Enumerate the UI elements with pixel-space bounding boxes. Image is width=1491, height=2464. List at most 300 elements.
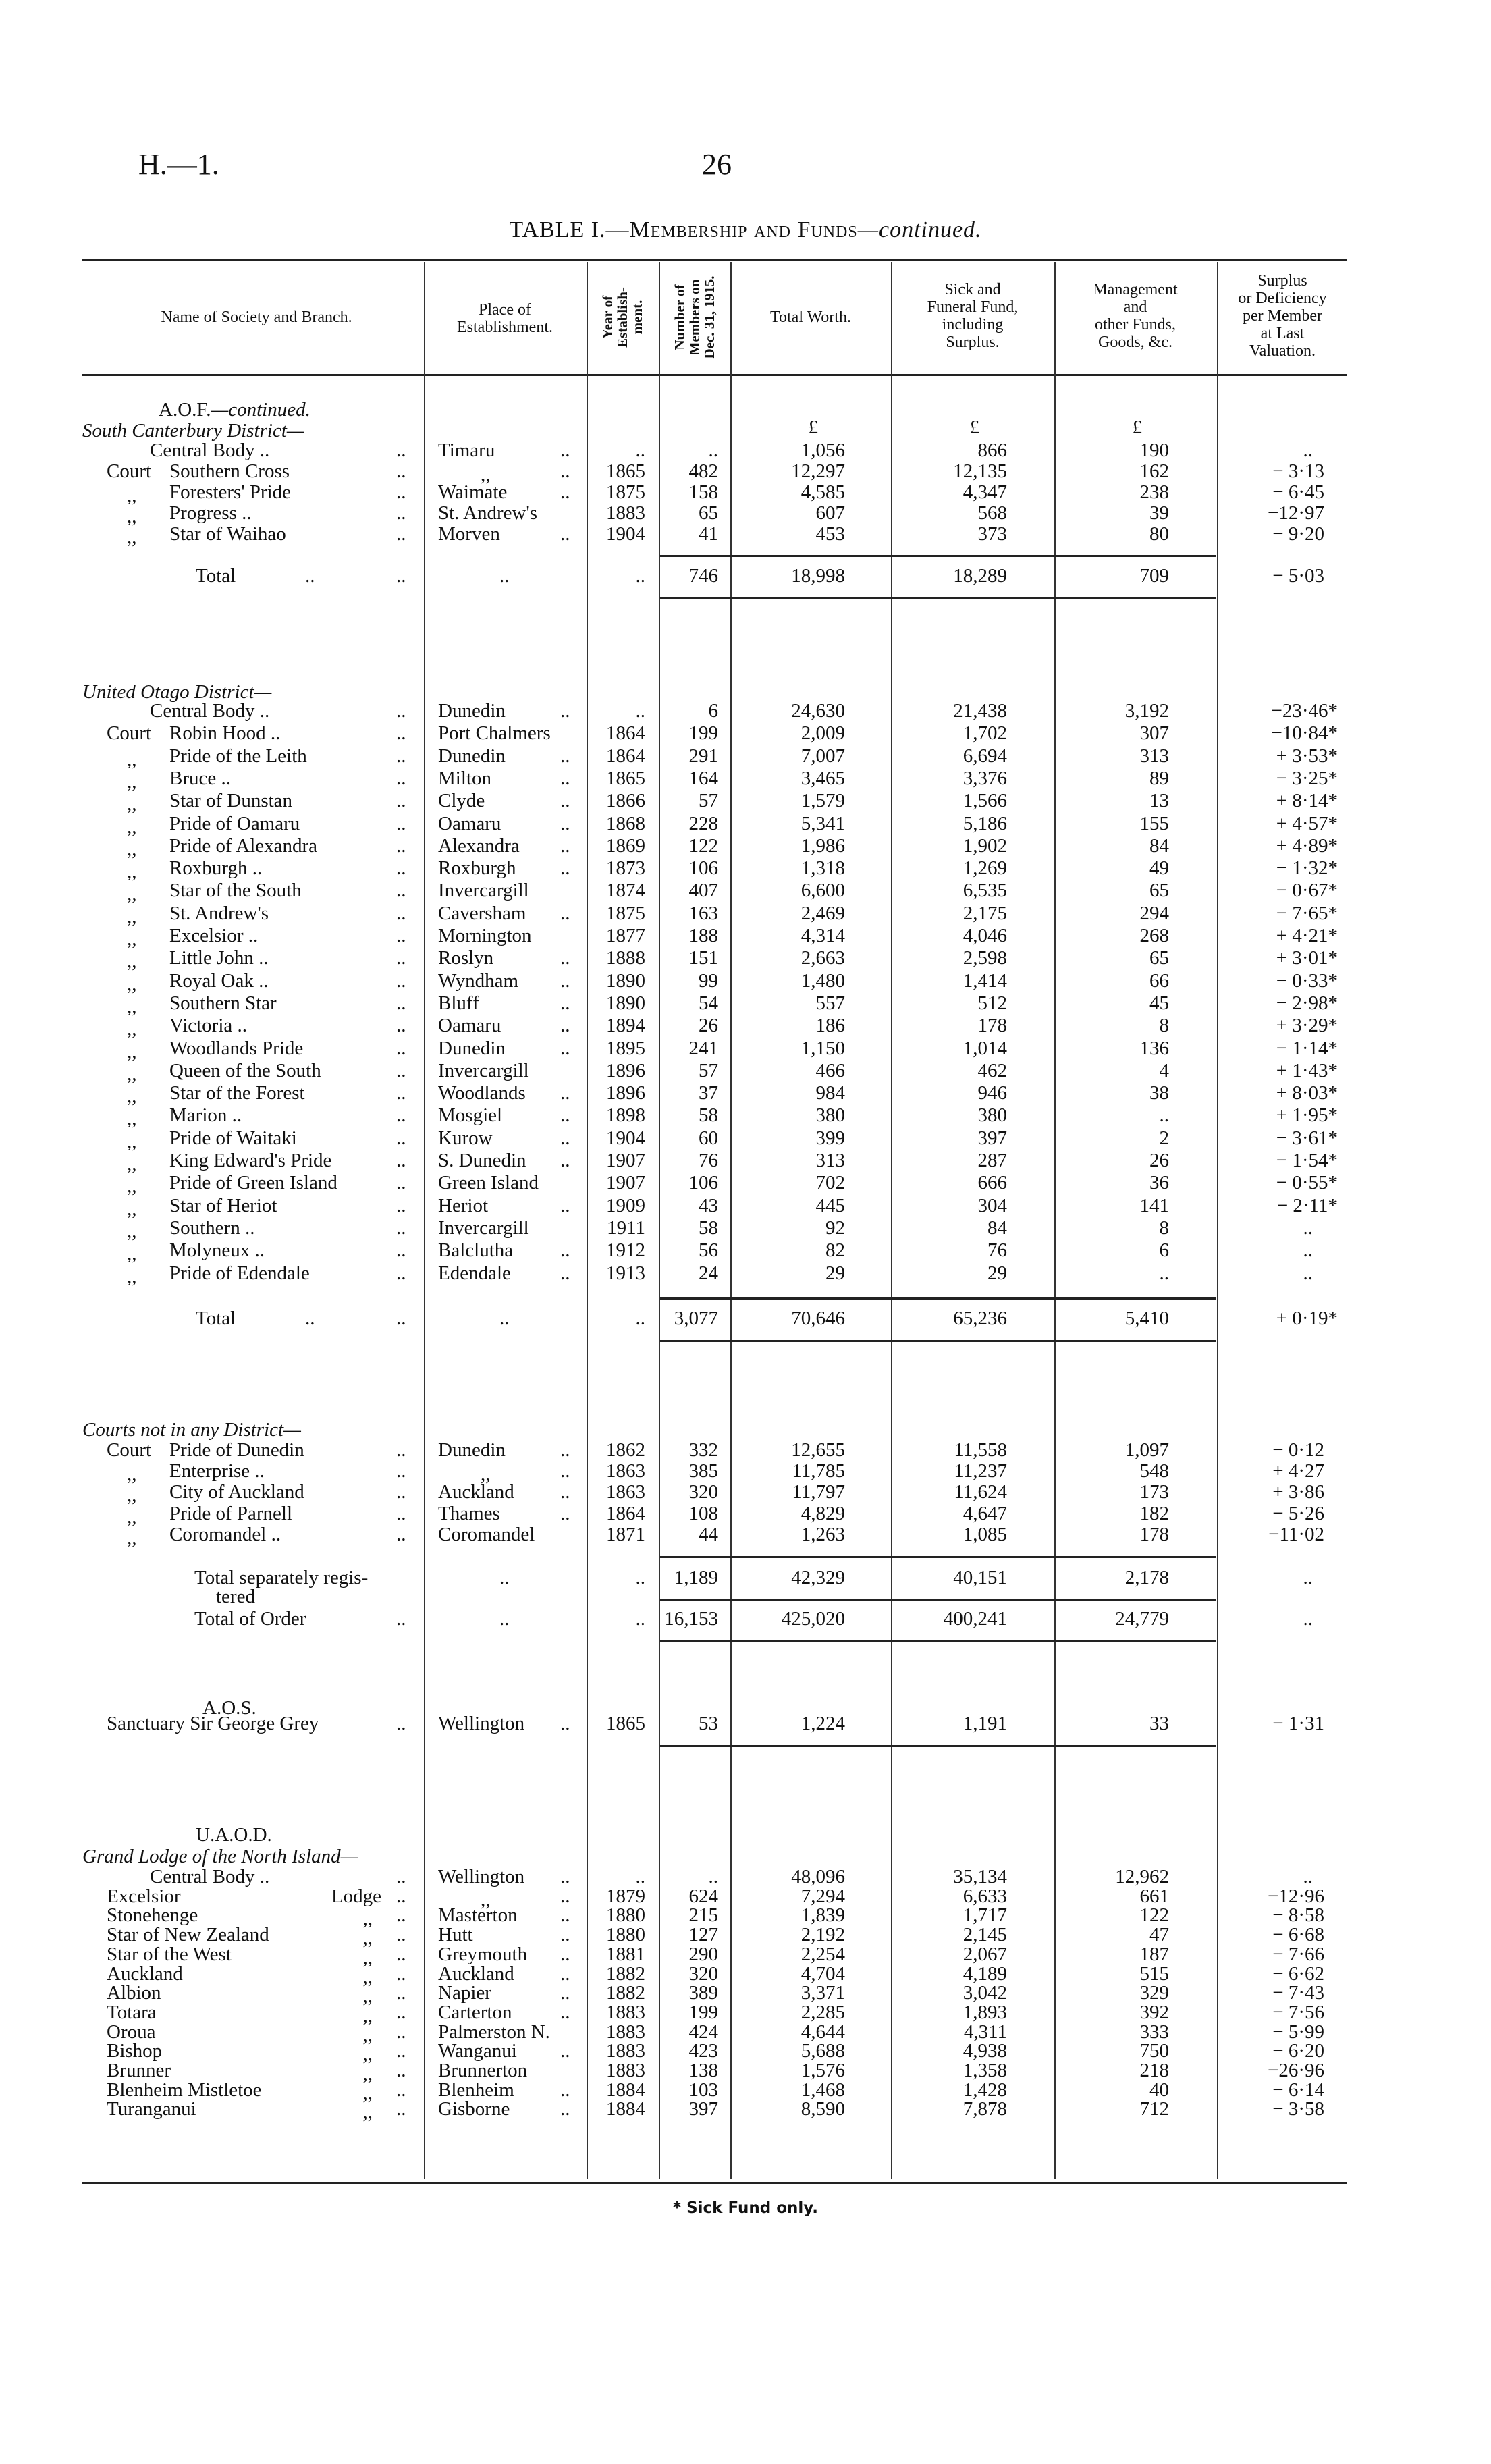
total-worth-cell: 7,007 [801,745,845,767]
management-fund-cell: 33 [1149,1713,1169,1734]
sick-fund-cell: 4,347 [963,481,1007,503]
total-rule [660,1640,1216,1642]
surplus-cell: + 3·01* [1276,947,1338,969]
surplus-cell: − 3·13 [1272,460,1324,482]
surplus-cell: −11·02 [1268,1524,1324,1545]
name-leader: .. [396,565,406,587]
members-cell: .. [708,1866,718,1887]
name-leader: .. [396,1885,406,1907]
ditto-mark: ,, [127,1506,137,1528]
ditto-mark: ,, [127,771,137,793]
sick-fund-cell: 666 [977,1172,1007,1194]
year-cell: 1907 [606,1172,645,1194]
surplus-cell: − 7·56 [1272,2002,1324,2023]
surplus-cell: + 8·03* [1276,1082,1338,1104]
table-title [0,217,1491,243]
branch-name: St. Andrew's [169,903,269,924]
total-rule [660,1297,1216,1300]
sick-fund-cell: 35,134 [953,1866,1007,1887]
surplus-cell: − 5·26 [1272,1503,1324,1524]
place-leader: .. [560,970,570,992]
total-worth-cell: 399 [815,1127,845,1149]
management-fund-cell: 6 [1159,1239,1169,1261]
management-fund-cell: 2,178 [1124,1567,1169,1588]
surplus-cell: .. [1303,1608,1313,1630]
management-fund-cell: 392 [1139,2002,1169,2023]
total-worth-cell: 29 [825,1262,845,1284]
total-label: Total [196,565,236,587]
year-cell: 1888 [606,947,645,969]
place-cell: Waimate [438,481,508,503]
district-heading: Grand Lodge of the North Island— [82,1846,358,1867]
total-worth-cell: 2,192 [801,1924,845,1946]
year-cell: 1874 [606,880,645,901]
name-leader: .. [396,439,406,461]
footnote: * Sick Fund only. [673,2199,818,2217]
total-label-continued: tered [216,1586,255,1607]
branch-type: ,, [362,1947,373,1968]
header-line: Members on [686,279,703,356]
year-cell: 1881 [606,1944,645,1965]
branch-type: ,, [362,1927,373,1949]
place-leader: .. [560,1038,570,1059]
branch-name: Victoria .. [169,1015,248,1036]
column-divider [587,262,588,2179]
place-cell: Dunedin [438,745,506,767]
place-leader: .. [560,835,570,857]
management-fund-cell: 750 [1139,2040,1169,2062]
branch-name: Little John .. [169,947,269,969]
header-line: ment. [629,300,645,335]
column-divider [1217,262,1218,2179]
members-cell: 106 [688,1172,718,1194]
name-leader: .. [396,1524,406,1545]
ditto-mark: ,, [127,1484,137,1506]
sick-fund-cell: 1,702 [963,722,1007,744]
management-fund-cell: 80 [1149,523,1169,545]
year-cell: .. [635,700,645,722]
surplus-cell: − 8·58 [1272,1904,1324,1926]
sick-fund-cell: 568 [977,502,1007,524]
surplus-cell: − 1·31 [1272,1713,1324,1734]
sick-fund-cell: 18,289 [953,565,1007,587]
ditto-mark: ,, [127,1243,137,1264]
branch-name: Pride of Alexandra [169,835,318,857]
sick-fund-cell: 373 [977,523,1007,545]
members-cell: 151 [688,947,718,969]
surplus-cell: .. [1303,1239,1313,1261]
total-rule [660,1556,1216,1558]
members-cell: 3,077 [674,1308,718,1329]
branch-name: Foresters' Pride [169,481,292,503]
header-name: Name of Society and Branch. [161,309,352,326]
total-worth-cell: 3,371 [801,1982,845,2004]
place-leader: .. [560,1150,570,1171]
branch-name: Star of New Zealand [107,1924,269,1946]
year-cell: 1904 [606,523,645,545]
management-fund-cell: 294 [1139,903,1169,924]
management-fund-cell: 3,192 [1124,700,1169,722]
branch-name: Pride of Green Island [169,1172,337,1194]
place-cell: Brunnerton [438,2060,528,2081]
header-members [672,263,717,371]
management-fund-cell: 329 [1139,1982,1169,2004]
year-cell: 1884 [606,2079,645,2101]
ditto-mark: ,, [127,838,137,860]
management-fund-cell: 661 [1139,1885,1169,1907]
members-cell: 407 [688,880,718,901]
total-worth-cell: 3,465 [801,768,845,789]
place-leader: .. [560,745,570,767]
total-worth-cell: 1,839 [801,1904,845,1926]
year-cell: 1865 [606,768,645,789]
sick-fund-cell: 11,558 [954,1439,1007,1461]
branch-name: Woodlands Pride [169,1038,304,1059]
ditto-mark: ,, [127,506,137,527]
surplus-cell: .. [1303,1866,1313,1887]
name-leader: .. [396,2002,406,2023]
year-cell: 1880 [606,1904,645,1926]
total-worth-cell: 4,644 [801,2021,845,2043]
header-sick [898,281,1047,351]
surplus-cell: .. [1303,439,1313,461]
year-cell: 1879 [606,1885,645,1907]
year-cell: 1873 [606,857,645,879]
name-leader: .. [396,481,406,503]
total-worth-cell: 11,785 [792,1460,845,1482]
place-cell: Auckland [438,1963,514,1985]
place-cell: Woodlands [438,1082,526,1104]
sick-fund-cell: 1,902 [963,835,1007,857]
members-cell: 228 [688,813,718,834]
sick-fund-cell: 29 [987,1262,1007,1284]
total-worth-cell: 4,314 [801,925,845,946]
sick-fund-cell: 12,135 [953,460,1007,482]
name-leader: .. [396,1904,406,1926]
sick-fund-cell: 2,067 [963,1944,1007,1965]
management-fund-cell: 268 [1139,925,1169,946]
name-leader: .. [396,2040,406,2062]
year-cell: 1890 [606,970,645,992]
column-divider [1054,262,1056,2179]
management-fund-cell: 2 [1159,1127,1169,1149]
year-cell: 1883 [606,2021,645,2043]
year-cell: 1862 [606,1439,645,1461]
sick-fund-cell: 4,189 [963,1963,1007,1985]
ditto-mark: ,, [127,816,137,838]
place-cell: Carterton [438,2002,512,2023]
name-leader: .. [396,992,406,1014]
place-leader: .. [560,1924,570,1946]
year-cell: .. [635,1866,645,1887]
total-rule [660,1745,1216,1747]
name-leader: .. [396,1150,406,1171]
society-name: A.O.S. [202,1697,256,1719]
sick-fund-cell: 178 [977,1015,1007,1036]
place-ditto: ,, [481,464,491,485]
ditto-mark: ,, [127,1464,137,1485]
members-cell: 99 [699,970,718,992]
total-rule [660,1340,1216,1342]
total-worth-cell: 607 [815,502,845,524]
header-year [600,263,645,371]
branch-type: ,, [362,1966,373,1988]
members-cell: 163 [688,903,718,924]
year-cell: 1907 [606,1150,645,1171]
ditto-mark: ,, [127,1175,137,1197]
place-cell: .. [499,1567,510,1588]
management-fund-cell: 333 [1139,2021,1169,2043]
members-cell: 746 [688,565,718,587]
total-worth-cell: 24,630 [791,700,845,722]
year-cell: 1911 [607,1217,645,1239]
page-number: 26 [702,148,732,181]
place-cell: Timaru [438,439,495,461]
sick-fund-cell: 1,191 [963,1713,1007,1734]
ditto-mark: ,, [127,1266,137,1287]
ditto-mark: ,, [127,1221,137,1242]
management-fund-cell: 45 [1149,992,1169,1014]
place-leader: .. [560,1982,570,2004]
place-leader: .. [560,857,570,879]
year-cell: 1883 [606,2040,645,2062]
surplus-cell: − 6·62 [1272,1963,1324,1985]
place-cell: .. [499,565,510,587]
surplus-cell: + 0·19* [1276,1308,1338,1329]
ditto-mark: ,, [127,1086,137,1107]
place-leader: .. [560,1866,570,1887]
place-leader: .. [560,1262,570,1284]
branch-name: Stonehenge [107,1904,198,1926]
name-leader: .. [396,1503,406,1524]
surplus-cell: + 4·27 [1272,1460,1324,1482]
sick-fund-cell: 462 [977,1060,1007,1081]
total-worth-cell: 11,797 [792,1481,845,1503]
total-worth-cell: 380 [815,1104,845,1126]
members-cell: 76 [699,1150,718,1171]
total-worth-cell: 12,655 [791,1439,845,1461]
total-label: Total of Order [194,1608,306,1630]
year-cell: 1880 [606,1924,645,1946]
name-leader: .. [396,745,406,767]
total-worth-cell: 1,318 [801,857,845,879]
year-cell: 1890 [606,992,645,1014]
total-worth-cell: 557 [815,992,845,1014]
sick-fund-cell: 512 [977,992,1007,1014]
total-rule [660,555,1216,557]
place-leader: .. [560,1503,570,1524]
currency-symbol: £ [969,417,979,438]
branch-name: Bishop [107,2040,163,2062]
header-line: and [1123,298,1147,316]
place-cell: Invercargill [438,1060,529,1081]
total-worth-cell: 18,998 [791,565,845,587]
total-worth-cell: 70,646 [791,1308,845,1329]
surplus-cell: − 5·03 [1272,565,1324,587]
year-cell: 1868 [606,813,645,834]
members-cell: 108 [688,1503,718,1524]
sick-fund-cell: 2,175 [963,903,1007,924]
place-leader: .. [560,700,570,722]
ditto-mark: ,, [127,1527,137,1549]
branch-type: ,, [362,2083,373,2104]
branch-name: Marion .. [169,1104,242,1126]
members-cell: 397 [688,2098,718,2120]
sick-fund-cell: 946 [977,1082,1007,1104]
ditto-mark: ,, [127,527,137,548]
place-cell: Morven [438,523,500,545]
place-leader: .. [560,460,570,482]
members-cell: 41 [699,523,718,545]
place-cell: Masterton [438,1904,518,1926]
place-cell: Roxburgh [438,857,516,879]
surplus-cell: − 7·65* [1276,903,1338,924]
column-divider [659,262,660,2179]
management-fund-cell: 36 [1149,1172,1169,1194]
place-cell: Wellington [438,1713,525,1734]
header-line: Sick and [944,281,1001,298]
surplus-cell: .. [1303,1262,1313,1284]
management-fund-cell: 4 [1159,1060,1169,1081]
year-cell: 1882 [606,1963,645,1985]
place-cell: Dunedin [438,700,506,722]
branch-name: Totara [107,2002,157,2023]
name-leader: .. [396,768,406,789]
place-leader: .. [560,768,570,789]
management-fund-cell: 307 [1139,722,1169,744]
place-cell: Mornington [438,925,532,946]
place-cell: Clyde [438,790,485,811]
surplus-cell: − 0·12 [1272,1439,1324,1461]
branch-name: Sanctuary Sir George Grey [107,1713,319,1734]
title-main: Membership and Funds [629,217,858,242]
branch-type: ,, [362,2101,373,2123]
members-cell: 138 [688,2060,718,2081]
name-leader: .. [396,1195,406,1216]
members-cell: 53 [699,1713,718,1734]
branch-name: Star of the West [107,1944,232,1965]
branch-name: Blenheim Mistletoe [107,2079,262,2101]
branch-name: Pride of Waitaki [169,1127,297,1149]
sick-fund-cell: 11,237 [954,1460,1007,1482]
members-cell: 57 [699,790,718,811]
year-cell: .. [635,1308,645,1329]
management-fund-cell: 218 [1139,2060,1169,2081]
header-line: Establish- [614,287,630,348]
sick-fund-cell: 1,893 [963,2002,1007,2023]
surplus-cell: + 3·86 [1272,1481,1324,1503]
branch-name: Royal Oak .. [169,970,269,992]
surplus-cell: − 6·14 [1272,2079,1324,2101]
members-cell: 389 [688,1982,718,2004]
header-surplus [1208,272,1357,360]
place-cell: S. Dunedin [438,1150,526,1171]
members-cell: 16,153 [664,1608,718,1630]
place-cell: Invercargill [438,1217,529,1239]
total-worth-cell: 42,329 [791,1567,845,1588]
management-fund-cell: 66 [1149,970,1169,992]
place-cell: Balclutha [438,1239,514,1261]
total-label: Total separately regis- [194,1567,369,1588]
branch-name: Robin Hood .. [169,722,281,744]
ditto-mark: ,, [127,973,137,995]
branch-name: Enterprise .. [169,1460,265,1482]
branch-name: Oroua [107,2021,156,2043]
total-worth-cell: 1,576 [801,2060,845,2081]
place-leader: .. [560,1239,570,1261]
name-leader: .. [396,1608,406,1630]
place-leader: .. [560,1015,570,1036]
management-fund-cell: 5,410 [1124,1308,1169,1329]
ditto-mark: ,, [127,1063,137,1085]
running-head: H.—1. [138,148,219,181]
branch-name: Star of the South [169,880,302,901]
surplus-cell: − 5·99 [1272,2021,1324,2043]
management-fund-cell: 38 [1149,1082,1169,1104]
total-worth-cell: 2,469 [801,903,845,924]
surplus-cell: + 3·53* [1276,745,1338,767]
members-cell: 624 [688,1885,718,1907]
year-cell: .. [635,439,645,461]
year-cell: 1884 [606,2098,645,2120]
place-cell: Wanganui [438,2040,517,2062]
total-worth-cell: 92 [825,1217,845,1239]
year-cell: 1875 [606,481,645,503]
year-cell: 1877 [606,925,645,946]
surplus-cell: − 6·68 [1272,1924,1324,1946]
members-cell: 290 [688,1944,718,1965]
place-leader: .. [560,1439,570,1461]
branch-name: Auckland [107,1963,183,1985]
name-leader: .. [396,880,406,901]
year-cell: 1912 [606,1239,645,1261]
branch-name: Excelsior .. [169,925,259,946]
branch-name: Southern Star [169,992,277,1014]
branch-name: Star of Dunstan [169,790,293,811]
total-worth-cell: 425,020 [781,1608,845,1630]
members-cell: 320 [688,1963,718,1985]
header-mgmt [1061,281,1210,351]
place-cell: Coromandel [438,1524,535,1545]
sick-fund-cell: 5,186 [963,813,1007,834]
name-leader: .. [396,2060,406,2081]
sick-fund-cell: 76 [987,1239,1007,1261]
total-worth-cell: 6,600 [801,880,845,901]
total-worth-cell: 12,297 [791,460,845,482]
management-fund-cell: 548 [1139,1460,1169,1482]
management-fund-cell: .. [1159,1104,1169,1126]
members-cell: 1,189 [674,1567,718,1588]
ditto-mark: ,, [127,1108,137,1129]
members-cell: 26 [699,1015,718,1036]
management-fund-cell: 12,962 [1115,1866,1169,1887]
year-cell: 1904 [606,1127,645,1149]
name-leader: .. [396,1481,406,1503]
total-worth-cell: 82 [825,1239,845,1261]
place-leader: .. [560,1481,570,1503]
members-cell: 332 [688,1439,718,1461]
header-line: Place of [479,301,531,319]
name-leader: .. [396,2098,406,2120]
district-heading: Courts not in any District— [82,1419,301,1441]
place-cell: Heriot [438,1195,489,1216]
sick-fund-cell: 304 [977,1195,1007,1216]
members-cell: 58 [699,1104,718,1126]
surplus-cell: − 0·33* [1276,970,1338,992]
management-fund-cell: 178 [1139,1524,1169,1545]
name-leader: .. [396,1082,406,1104]
year-cell: 1865 [606,1713,645,1734]
